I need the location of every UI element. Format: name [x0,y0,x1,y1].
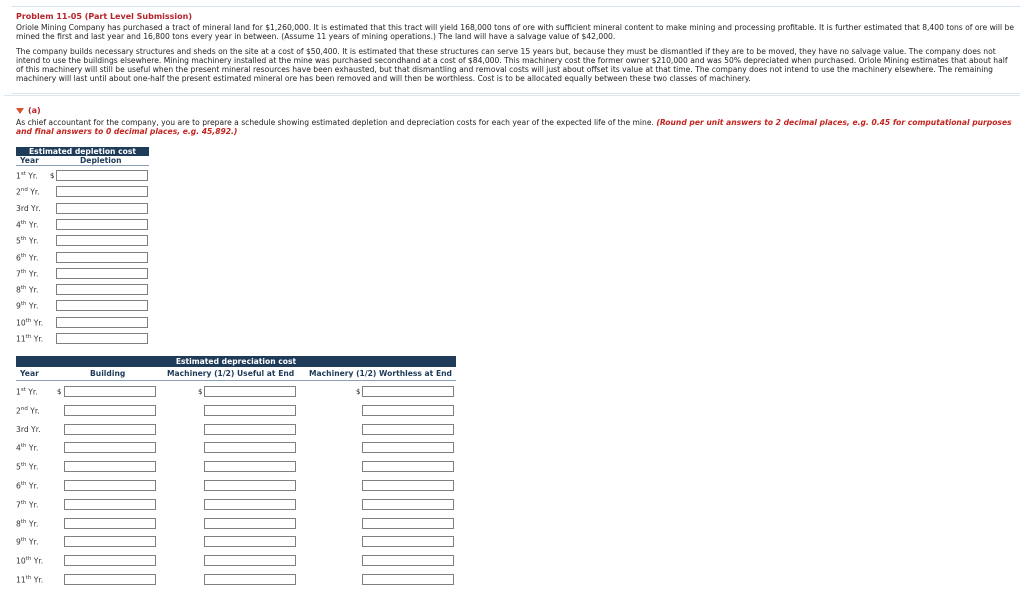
year-number: 9 [16,537,21,547]
year-suffix: Yr. [31,318,44,328]
year-label [16,285,38,295]
machinery-useful-input-year-6[interactable] [204,480,296,491]
depletion-input-year-5[interactable] [56,235,148,246]
depletion-input-year-11[interactable] [56,333,148,344]
year-label [16,387,38,397]
year-suffix: Yr. [26,285,39,295]
machinery-worthless-input-year-8[interactable] [362,518,454,529]
building-input-year-2[interactable] [64,405,156,416]
depreciation-col-building: Building [90,369,126,378]
building-input-year-1[interactable] [64,386,156,397]
year-label [16,443,38,453]
year-suffix: Yr. [28,203,41,213]
year-number: 3rd [16,424,29,434]
problem-title: Problem 11-05 (Part Level Submission) [16,12,193,21]
building-input-year-9[interactable] [64,536,156,547]
depletion-input-year-7[interactable] [56,268,148,279]
machinery-worthless-input-year-1[interactable] [362,386,454,397]
part-a-label: (a) [28,106,41,115]
machinery-useful-input-year-11[interactable] [204,574,296,585]
year-label [16,334,43,344]
building-input-year-10[interactable] [64,555,156,566]
year-label [16,236,38,246]
year-label [16,253,38,263]
instruction-text: As chief accountant for the company, you are to prepare a schedule showing estimated depletion and depreciation costs for each year of the expected life of the mine. [16,118,654,127]
building-input-year-4[interactable] [64,442,156,453]
year-label [16,204,41,213]
year-ordinal: nd [20,187,28,194]
depreciation-col-machinery-useful: Machinery (1/2) Useful at End [167,369,295,378]
year-number: 7 [16,500,21,510]
machinery-worthless-input-year-9[interactable] [362,536,454,547]
year-ordinal: th [20,499,27,506]
year-suffix: Yr. [26,519,39,529]
machinery-useful-input-year-7[interactable] [204,499,296,510]
year-number: 10 [16,556,26,566]
year-label [16,462,38,472]
year-label [16,500,38,510]
machinery-useful-input-year-8[interactable] [204,518,296,529]
year-ordinal: th [20,236,27,243]
currency-symbol: $ [356,388,361,396]
year-suffix: Yr. [25,387,38,397]
year-ordinal: st [20,171,26,177]
year-suffix: Yr. [31,334,44,344]
year-label [16,301,38,311]
year-label [16,187,40,197]
year-label [16,519,38,529]
depletion-col-year: Year [20,156,39,165]
year-ordinal: th [25,556,32,563]
year-suffix: Yr. [31,556,44,566]
year-suffix: Yr. [27,187,40,197]
year-ordinal: th [25,575,32,581]
year-label [16,425,41,434]
year-label [16,556,43,566]
year-ordinal: th [25,334,32,340]
year-suffix: Yr. [26,537,39,547]
depletion-input-year-9[interactable] [56,300,148,311]
year-ordinal: th [20,481,27,487]
machinery-worthless-input-year-7[interactable] [362,499,454,510]
year-suffix: Yr. [26,443,39,453]
problem-paragraph-2: The company builds necessary structures and sheds on the site at a cost of $50,400. It is estimated that these structures can serve 15 years but, because they must be dismantled if they are to be moved, they have no salvage value. The company does not intend to use the buildings elsewhere. Mining machinery installed at the mine was purchased secondhand at a cost of $84,000. This machinery cost the former owner $210,000 and was 50% depreciated when purchased. Oriole Mining estimates that about half of this machinery will still be useful when the present mineral resources have been exhausted, but that dismantling and removal costs will just about offset its value at that time. The company does not intend to use the machinery elsewhere. The remaining machinery will last until about one-half the present estimated mineral ore has been removed and will then be worthless. Cost is to be allocated equally between these two classes of machinery. [16,46,1008,84]
building-input-year-5[interactable] [64,461,156,472]
year-number: 10 [16,318,26,328]
year-suffix: Yr. [28,424,41,434]
year-label [16,220,38,230]
year-ordinal: th [20,301,27,308]
depletion-input-year-3[interactable] [56,203,148,214]
machinery-useful-input-year-4[interactable] [204,442,296,453]
year-number: 5 [16,462,21,472]
year-number: 11 [16,575,26,585]
machinery-worthless-input-year-6[interactable] [362,480,454,491]
machinery-useful-input-year-1[interactable] [204,386,296,397]
building-input-year-7[interactable] [64,499,156,510]
building-input-year-3[interactable] [64,424,156,435]
year-label [16,171,38,181]
year-number: 4 [16,220,21,230]
year-ordinal: th [20,537,27,544]
year-label [16,481,38,491]
year-label [16,537,38,547]
machinery-useful-input-year-5[interactable] [204,461,296,472]
year-suffix: Yr. [26,236,39,246]
year-suffix: Yr. [26,462,39,472]
depletion-input-year-1[interactable] [56,170,148,181]
machinery-worthless-input-year-4[interactable] [362,442,454,453]
year-suffix: Yr. [26,481,39,491]
year-label [16,575,43,585]
machinery-useful-input-year-9[interactable] [204,536,296,547]
depreciation-table-title: Estimated depreciation cost [16,356,456,367]
year-suffix: Yr. [26,253,39,263]
year-suffix: Yr. [27,406,40,416]
year-ordinal: th [25,317,32,324]
year-number: 6 [16,253,21,263]
year-label [16,269,38,279]
currency-symbol: $ [50,172,55,180]
year-number: 1 [16,171,21,181]
year-number: 3rd [16,203,29,213]
year-suffix: Yr. [26,220,39,230]
depletion-input-year-10[interactable] [56,317,148,328]
rounding-note: (Round per unit answers to 2 decimal places, e.g. 0.45 for computational purposes and final answers to 0 decimal places, e.g. 45,892.) [16,118,1012,137]
depreciation-col-year: Year [20,369,39,378]
depletion-input-year-6[interactable] [56,252,148,263]
building-input-year-11[interactable] [64,574,156,585]
machinery-useful-input-year-2[interactable] [204,405,296,416]
year-ordinal: th [20,268,27,275]
machinery-worthless-input-year-11[interactable] [362,574,454,585]
year-suffix: Yr. [25,171,38,181]
year-ordinal: th [20,462,27,469]
year-ordinal: th [20,518,27,525]
depletion-header-rule [16,165,149,166]
year-number: 11 [16,334,26,344]
year-number: 5 [16,236,21,246]
year-number: 7 [16,269,21,279]
depreciation-col-machinery-worthless: Machinery (1/2) Worthless at End [309,369,452,378]
year-label [16,406,40,416]
year-number: 6 [16,481,21,491]
machinery-worthless-input-year-2[interactable] [362,405,454,416]
machinery-worthless-input-year-10[interactable] [362,555,454,566]
year-suffix: Yr. [31,575,44,585]
depletion-input-year-4[interactable] [56,219,148,230]
depletion-input-year-2[interactable] [56,186,148,197]
year-number: 4 [16,443,21,453]
divider [4,95,1020,96]
year-ordinal: th [20,285,27,292]
machinery-useful-input-year-10[interactable] [204,555,296,566]
currency-symbol: $ [198,388,203,396]
machinery-worthless-input-year-5[interactable] [362,461,454,472]
year-number: 9 [16,301,21,311]
machinery-worthless-input-year-3[interactable] [362,424,454,435]
year-ordinal: th [20,443,27,450]
year-ordinal: th [20,252,27,259]
year-ordinal: th [20,219,27,226]
part-a-instruction [16,118,1016,136]
problem-statement [12,6,1020,94]
year-suffix: Yr. [26,500,39,510]
year-number: 8 [16,285,21,295]
depletion-table-title: Estimated depletion cost [16,147,149,156]
year-label [16,318,43,328]
collapse-triangle-icon [16,108,24,114]
depletion-input-year-8[interactable] [56,284,148,295]
year-ordinal: st [20,387,26,393]
part-a-toggle[interactable] [16,106,41,116]
year-number: 2 [16,406,21,416]
year-suffix: Yr. [26,301,39,311]
currency-symbol: $ [57,388,62,396]
year-ordinal: nd [20,405,28,412]
year-number: 2 [16,187,21,197]
year-number: 8 [16,519,21,529]
depreciation-header-rule [16,380,456,381]
year-suffix: Yr. [26,269,39,279]
year-number: 1 [16,387,21,397]
building-input-year-8[interactable] [64,518,156,529]
building-input-year-6[interactable] [64,480,156,491]
machinery-useful-input-year-3[interactable] [204,424,296,435]
depletion-col-depletion: Depletion [80,156,122,165]
problem-paragraph-1: Oriole Mining Company has purchased a tract of mineral land for $1,260,000. It is estimated that this tract will yield 168,000 tons of ore with sufficient mineral content to make mining and processing profitable. It is further estimated that 8,400 tons of ore will be mined the first and last year and 16,800 tons every year in between. (Assume 11 years of mining operations.) The land will have a salvage value of $42,000. [16,22,1015,41]
